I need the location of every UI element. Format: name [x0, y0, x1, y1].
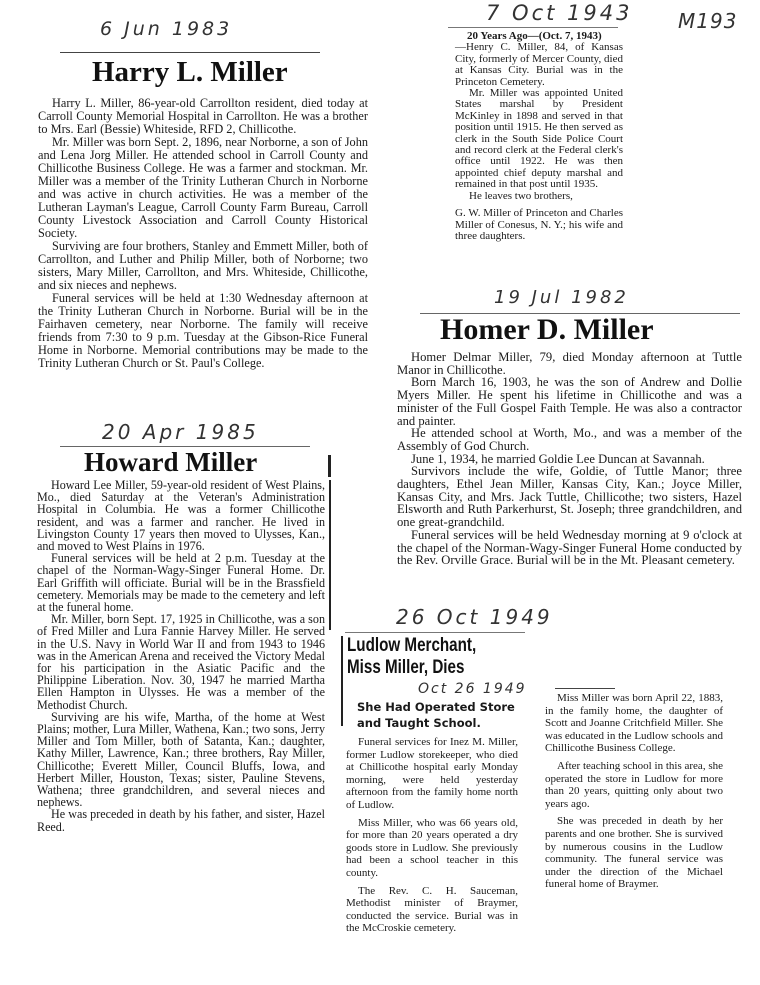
paragraph: Mr. Miller, born Sept. 17, 1925 in Chillicothe, was a son of Fred Miller and Lura Fannie Harvey Miller. He served in the U.S. Navy in World War II and from 1943 to 1946 was in the American Arena and received the Victory Medal for his participation in the Asiatic Pacific and the Philippine Liberation. Nov. 30, 1947 he married Martha Ellen Hampton in Ulysses. He was a member of the Methodist Church. [37, 612, 325, 712]
divider [345, 632, 525, 633]
headline-line: Ludlow Merchant, [347, 635, 477, 656]
paragraph: Harry L. Miller, 86-year-old Carrollton resident, died today at Carroll County Memorial Hospital in Carrollton. He was a brother to Mrs. Earl (Bessie) Whiteside, RFD 2, Chillicothe. [38, 96, 368, 136]
headline-line: Miss Miller, Dies [347, 657, 465, 678]
clipping-edge [329, 480, 331, 630]
paragraph: Mr. Miller was appointed United States marshal by President McKinley in 1898 and served in that position until 1915. He then served as clerk in the South Side Police Court and record clerk at the Federal clerk's office until 1922. He was then appointed chief deputy marshal and remained in that post until 1935. [455, 87, 623, 191]
howard-obituary [37, 479, 325, 833]
paragraph: Funeral services will be held at 2 p.m. Tuesday at the chapel of the Norman-Wagy-Singer Funeral Home. Dr. Earl Griffith will officiate. Burial will be in the Brassfield cemetery. Memorials may be made to the cemetery and left at the funeral home. [37, 551, 325, 615]
paragraph: Funeral services for Inez M. Miller, former Ludlow storekeeper, who died at Chillicothe hospital early Monday morning, were held yesterday afternoon from the family home north of Ludlow. [346, 736, 518, 811]
paragraph: She was preceded in death by her parents and one brother. She is survived by numerous cousins in the Ludlow community. The funeral service was under the direction of the Michael funeral home of Braymer. [545, 815, 723, 891]
paragraph: Funeral services will be held at 1:30 Wednesday afternoon at the Trinity Lutheran Church in Norborne. Burial will be in the Fairhaven cemetery, near Norborne. The family will receive friends from 7:30 to 9 p.m. Tuesday at the Gibson-Rice Funeral Home in Norborne. Memorial contributions may be made to the Trinity Lutheran Church or St. Paul's College. [38, 291, 368, 370]
paragraph: He attended school at Worth, Mo., and was a member of the Assembly of God Church. [397, 426, 742, 453]
ludlow-headline [347, 635, 483, 679]
paragraph: Surviving are his wife, Martha, of the home at West Plains; mother, Lura Miller, Wathena, Kan.; two sons, Jerry Miller and Tom Miller, both of Satanta, Kan.; daughter, Kathy Miller, Lawrence, Kan.; three brothers, Ray Miller, Chillicothe; Everett Miller, Council Bluffs, Iowa, and Herbert Miller, Houston, Texas; sister, Pauline Stevens, Wathena; three grandchildren, and several nieces and nephews. [37, 709, 325, 810]
divider [448, 27, 618, 28]
paragraph: Mr. Miller was born Sept. 2, 1896, near Norborne, a son of John and Lena Jorg Miller. He attended school in Carroll County and Chillicothe Business College. He was a farmer and stockman. Mr. Miller was a member of the Trinity Lutheran Church in Norborne and was active in church activities. He was a member of the Lutheran Layman's League, Carroll County Farm Bureau, Carroll County Livestock Association and Carroll County Historical Society. [38, 135, 368, 240]
ludlow-column-1 [346, 736, 518, 940]
paragraph: Survivors include the wife, Goldie, of Tuttle Manor; three daughters, Ethel Jean Miller, Kansas City, Kan.; Joyce Miller, Kansas City, and Mrs. Jack Tuttle, Chillicothe; two sisters, Hazel Elsworth and Ruth Parkerhurst, St. Joseph; three grandchildren, and one great-grandchild. [397, 464, 742, 530]
homer-title: Homer D. Miller [440, 313, 654, 346]
harry-title: Harry L. Miller [92, 56, 288, 88]
henry-heading: 20 Years Ago—(Oct. 7, 1943) [467, 30, 602, 42]
paragraph: Miss Miller was born April 22, 1883, in the family home, the daughter of Scott and Joanne Critchfield Miller. She was educated in the Ludlow schools and Chillicothe Business College. [545, 692, 723, 755]
paragraph: Howard Lee Miller, 59-year-old resident of West Plains, Mo., died Saturday at the Veteran's Administration Hospital in Columbia. He was a former Chillicothe resident, and was a farmer and rancher. He lived in Livingston County 17 years then moved to Ulysses, Kan., and moved to West Plains in 1976. [37, 478, 325, 554]
paragraph: Surviving are four brothers, Stanley and Emmett Miller, both of Carrollton, and Luther and Philip Miller, both of Norborne; two sisters, Mary Miller, Carrollton, and Mrs. Whiteside, Chillicothe, and six nieces and nephews. [38, 239, 368, 292]
paragraph: Miss Miller, who was 66 years old, for more than 20 years operated a dry goods store in Ludlow. She previously had been a school teacher in this county. [346, 816, 518, 879]
paragraph: Homer Delmar Miller, 79, died Monday afternoon at Tuttle Manor in Chillicothe. [397, 350, 742, 377]
handwritten-catalog-number: M193 [678, 9, 738, 33]
subhead-line: She Had Operated Store [357, 700, 515, 714]
handwritten-date-inline: Oct 26 1949 [418, 681, 527, 697]
paragraph: G. W. Miller of Princeton and Charles Miller of Conesus, N. Y.; his wife and three daughters. [455, 207, 623, 242]
paragraph: After teaching school in this area, she operated the store in Ludlow for more than 20 years, quitting only about two years ago. [545, 759, 723, 810]
paragraph: The Rev. C. H. Sauceman, Methodist minister of Braymer, conducted the service. Burial was in the McCroskie cemetery. [346, 884, 518, 935]
divider [555, 688, 615, 689]
paragraph: He leaves two brothers, [469, 189, 573, 202]
harry-obituary [38, 97, 368, 370]
handwritten-date-homer: 19 Jul 1982 [494, 287, 629, 308]
howard-title: Howard Miller [84, 447, 258, 477]
clipping-edge [341, 636, 343, 726]
subhead-line: and Taught School. [357, 716, 481, 730]
paragraph: He was preceded in death by his father, and sister, Hazel Reed. [37, 807, 325, 834]
homer-obituary [397, 351, 742, 567]
paragraph: Born March 16, 1903, he was the son of Andrew and Dollie Myers Miller. He spent his lifetime in Chillicothe and was a minister of the Full Gospel Faith Temple. He was also a contractor and painter. [397, 375, 742, 428]
divider [60, 52, 320, 53]
handwritten-date-harry: 6 Jun 1983 [100, 18, 233, 40]
handwritten-date-henry: 7 Oct 1943 [486, 1, 633, 25]
paragraph: June 1, 1934, he married Goldie Lee Duncan at Savannah. [411, 451, 705, 466]
handwritten-date-ludlow: 26 Oct 1949 [396, 605, 553, 629]
handwritten-date-howard: 20 Apr 1985 [102, 420, 259, 444]
paragraph: Funeral services will be held Wednesday morning at 9 o'clock at the chapel of the Norman-Wagy-Singer Funeral Home conducted by the Rev. Orville Grace. Burial will be in the Mt. Pleasant cemetery. [397, 527, 742, 568]
henry-obituary [455, 31, 623, 242]
clipping-edge [328, 455, 331, 477]
paragraph: —Henry C. Miller, 84, of Kansas City, formerly of Mercer County, died at Kansas City. Burial was in the Princeton Cemetery. [455, 41, 623, 88]
ludlow-column-2 [545, 692, 723, 896]
ludlow-subhead [357, 699, 515, 731]
